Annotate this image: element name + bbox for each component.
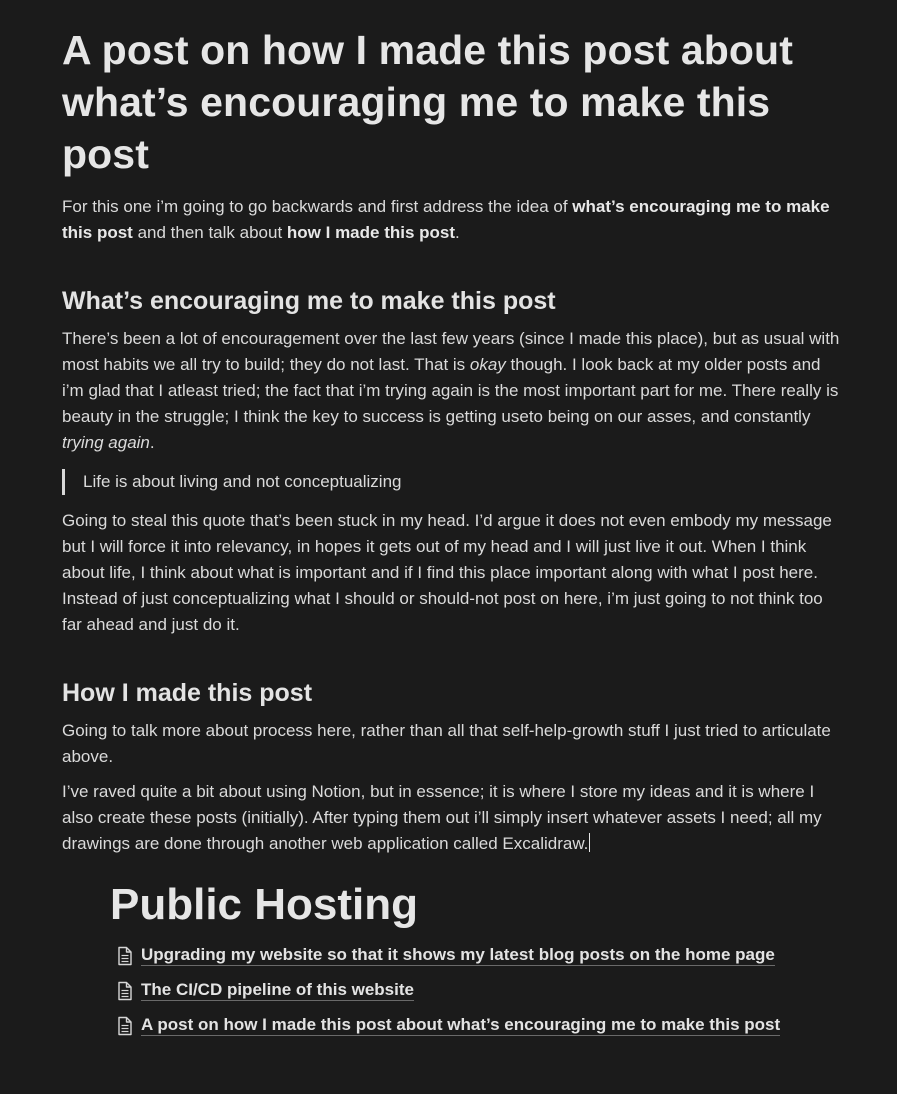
page-title: A post on how I made this post about what’s encouraging me to make this post [62, 27, 793, 177]
document-icon [114, 980, 136, 1002]
page-link-this-post[interactable] [110, 1008, 840, 1043]
page-link-label[interactable]: Upgrading my website so that it shows my latest blog posts on the home page [141, 945, 775, 964]
page-link-upgrading-website[interactable] [110, 938, 840, 973]
page-link-list [110, 938, 840, 1043]
document-icon [114, 945, 136, 967]
public-hosting-section [110, 878, 840, 1043]
process-paragraph[interactable]: Going to talk more about process here, rather than all that self-help-growth stuff I just tried to articulate above. [62, 721, 831, 766]
paragraph-text: though. I look back at my older posts and i’m glad that I atleast tried; the fact that i’m trying again is the most important part for me. There really is beauty in the struggle; I think the key to success is getting useto being on our asses, and constantly [62, 355, 839, 426]
paragraph-text: . [149, 433, 155, 452]
section-heading-how: How I made this post [62, 679, 313, 707]
intro-bold-how: how I made this post [286, 223, 456, 242]
italic-okay: okay [469, 355, 506, 374]
section-heading-encouraging: What’s encouraging me to make this post [62, 287, 556, 315]
intro-text: For this one i’m going to go backwards and first address the idea of [62, 197, 573, 216]
intro-text: . [455, 223, 460, 242]
page-link-label[interactable]: A post on how I made this post about what’s encouraging me to make this post [141, 1015, 781, 1034]
quote-paragraph[interactable]: Going to steal this quote that’s been stuck in my head. I’d argue it does not even embody my message but I will force it into relevancy, in hopes it gets out of my head and I will just live it out. When I think about life, I think about what is important and if I find this place important along with what I post here. Instead of just conceptualizing what I should or should-not post on here, i’m just going to not think too far ahead and just do it. [62, 511, 832, 634]
page-link-cicd-pipeline[interactable] [110, 973, 840, 1008]
notion-paragraph[interactable] [62, 779, 842, 857]
document-icon [114, 1015, 136, 1037]
post-page [62, 24, 842, 857]
page-link-label[interactable]: The CI/CD pipeline of this website [141, 980, 414, 999]
intro-text: and then talk about [132, 223, 287, 242]
quote-block[interactable]: Life is about living and not conceptualizing [62, 469, 842, 495]
public-hosting-heading: Public Hosting [110, 880, 418, 929]
intro-paragraph[interactable] [62, 194, 842, 246]
text-cursor [589, 833, 590, 852]
italic-trying-again: trying again [62, 433, 150, 452]
intro-bold-encouraging: what’s encouraging me to make this post [62, 197, 830, 242]
paragraph-text: I’ve raved quite a bit about using Notion, but in essence; it is where I store my ideas and it is where I also create these posts (initially). After typing them out i’ll simply insert whatever assets I need; all my drawings are done through another web application called Excalidraw. [62, 782, 822, 853]
paragraph-text: There’s been a lot of encouragement over the last few years (since I made this place), but as usual with most habits we all try to build; they do not last. That is [62, 329, 840, 374]
encouraging-paragraph[interactable] [62, 326, 842, 456]
